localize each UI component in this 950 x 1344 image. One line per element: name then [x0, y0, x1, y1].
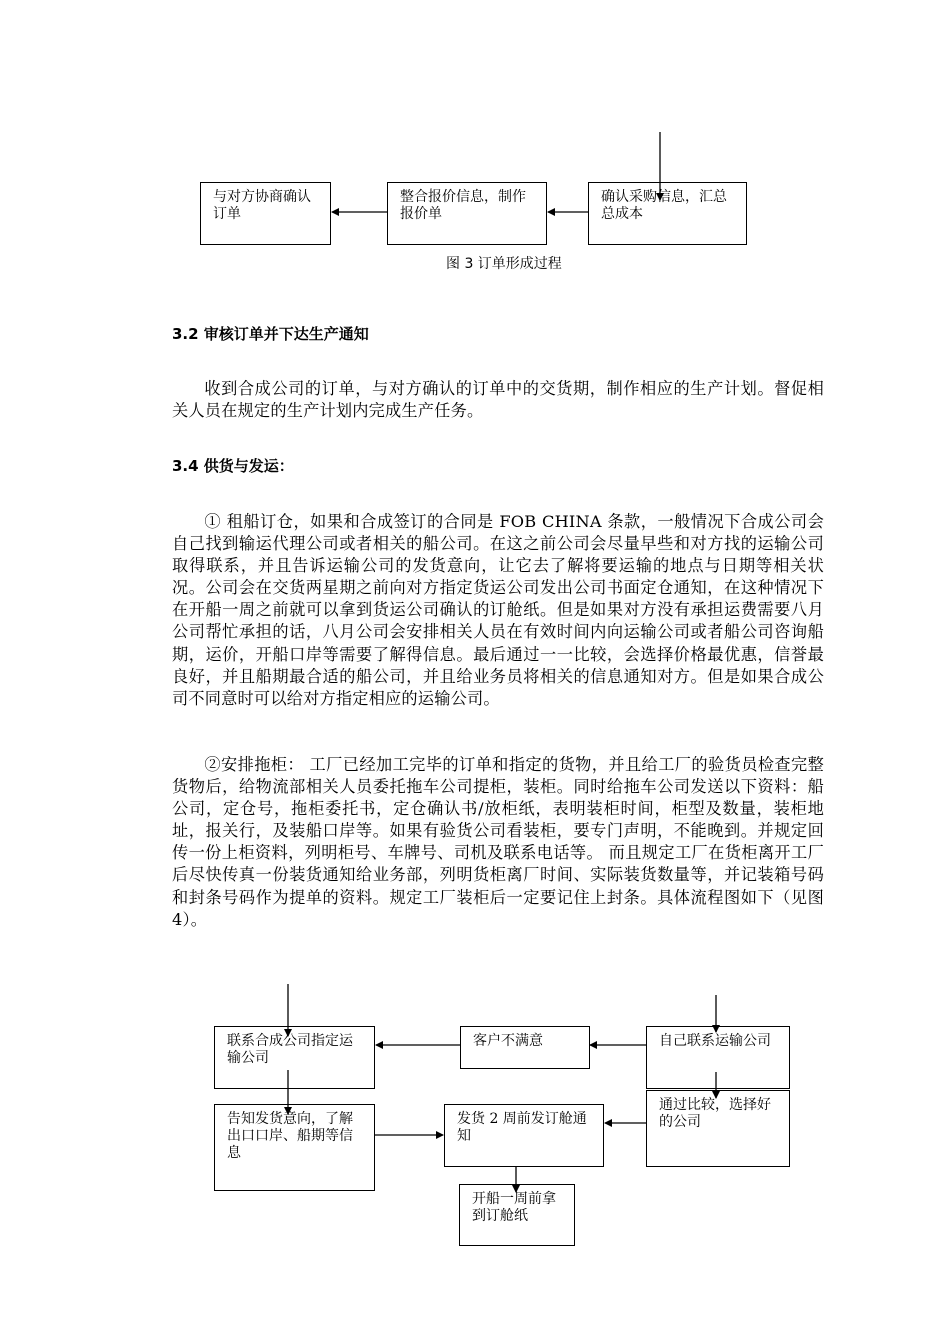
section-3-2-heading: 3.2 审核订单并下达生产通知: [172, 325, 369, 343]
fig4-box-contact-designated: 联系合成公司指定运输公司: [214, 1026, 375, 1089]
fig4-box-self-contact: 自己联系运输公司: [646, 1026, 790, 1089]
section-3-4-heading: 3.4 供货与发运：: [172, 457, 294, 475]
section-3-2-paragraph: 收到合成公司的订单，与对方确认的订单中的交货期，制作相应的生产计划。督促相关人员在规定的生产计划内完成生产任务。: [172, 379, 824, 421]
fig3-box-confirm-cost: 确认采购信息，汇总总成本: [588, 182, 747, 245]
fig3-box-quote: 整合报价信息，制作报价单: [387, 182, 547, 245]
fig4-box-compare: 通过比较，选择好的公司: [646, 1090, 790, 1167]
section-3-4-paragraph-1: ① 租船订仓，如果和合成签订的合同是 FOB CHINA 条款，一般情况下合成公司会自己找到输运代理公司或者相关的船公司。在这之前公司会尽量早些和对方找的运输公司取得联系，并且告诉运输公司的发货意向，让它去了解将要运输的地点与日期等相关状况。公司会在交货两星期之前向对方指定货运公司发出公司书面定仓通知，在这种情况下在开船一周之前就可以拿到货运公司确认的订舱纸。但是如果对方没有承担运费需要八月公司帮忙承担的话，八月公司会安排相关人员在有效时间内向运输公司或者船公司咨询船期，运价，开船口岸等需要了解得信息。最后通过一一比较，会选择价格最优惠，信誉最良好，并且船期最合适的船公司，并且给业务员将相关的信息通知对方。但是如果合成公司不同意时可以给对方指定相应的运输公司。: [172, 512, 824, 708]
fig4-box-get-paper: 开船一周前拿到订舱纸: [459, 1184, 575, 1246]
fig3-box-negotiate: 与对方协商确认订单: [200, 182, 331, 245]
fig3-caption: 图 3 订单形成过程: [446, 256, 562, 272]
section-3-4-paragraph-2: ②安排拖柜： 工厂已经加工完毕的订单和指定的货物，并且给工厂的验货员检查完整货物后，给物流部相关人员委托拖车公司提柜，装柜。同时给拖车公司发送以下资料：船公司，定仓号，拖柜委托书，定仓确认书/放柜纸，表明装柜时间，柜型及数量，装柜地址，报关行，及装船口岸等。如果有验货公司看装柜，要专门声明，不能晚到。并规定回传一份上柜资料，列明柜号、车牌号、司机及联系电话等。 而且规定工厂在货柜离开工厂后尽快传真一份装货通知给业务部，列明货柜离厂时间、实际装货数量等，并记装箱号码和封条号码作为提单的资料。规定工厂装柜后一定要记住上封条。具体流程图如下（见图 4）。: [172, 755, 824, 929]
fig4-box-notice: 发货 2 周前发订舱通知: [444, 1104, 604, 1167]
fig4-box-inform: 告知发货意向，了解出口口岸、船期等信息: [214, 1104, 375, 1191]
fig4-box-unsatisfied: 客户不满意: [460, 1026, 590, 1069]
